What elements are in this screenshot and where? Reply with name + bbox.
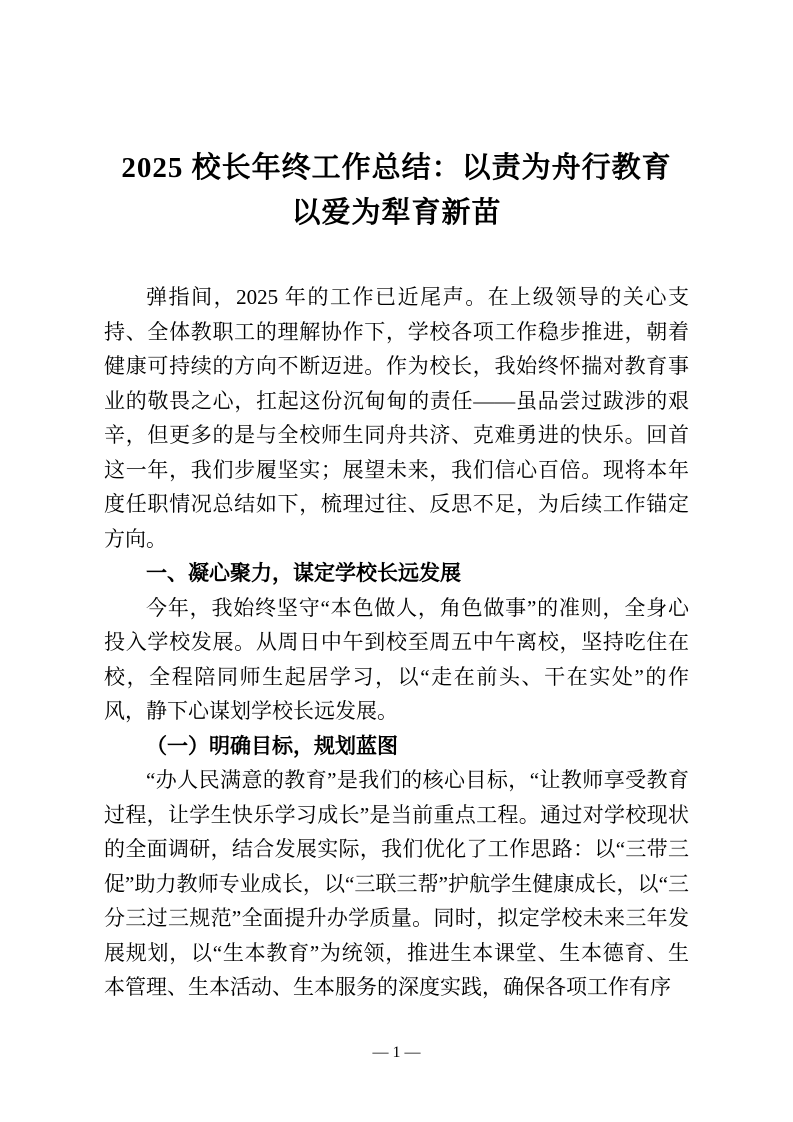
paragraph-subsection-1-1: “办人民满意的教育”是我们的核心目标，“让教师享受教育过程，让学生快乐学习成长”是当前重点工程。通过对学校现状的全面调研，结合发展实际，我们优化了工作思路：以“三带三促”助力教师专业成长，以“三联三帮”护航学生健康成长，以“三分三过三规范”全面提升办学质量。同时，拟定学校未来三年发展规划，以“生本教育”为统领，推进生本课堂、生本德育、生本管理、生本活动、生本服务的深度实践，确保各项工作有序 xyxy=(104,768,689,999)
paragraph-section-1: 今年，我始终坚守“本色做人，角色做事”的准则，全身心投入学校发展。从周日中午到校至周五中午离校，坚持吃住在校，全程陪同师生起居学习，以“走在前头、干在实处”的作风，静下心谋划学校长远发展。 xyxy=(104,595,689,723)
document-title-line-2: 以爱为犁育新苗 xyxy=(291,197,502,229)
subsection-heading-1-1: （一）明确目标，规划蓝图 xyxy=(146,733,398,758)
section-heading-1: 一、凝心聚力，谋定学校长远发展 xyxy=(146,561,461,585)
page-number: — 1 — xyxy=(372,1044,421,1061)
document-content xyxy=(104,146,689,1005)
document-title xyxy=(104,146,689,236)
paragraph-intro: 弹指间，2025 年的工作已近尾声。在上级领导的关心支持、全体教职工的理解协作下，学校各项工作稳步推进，朝着健康可持续的方向不断迈进。作为校长，我始终怀揣对教育事业的敬畏之心，扛起这份沉甸甸的责任——虽品尝过跋涉的艰辛，但更多的是与全校师生同舟共济、克难勇进的快乐。回首这一年，我们步履坚实；展望未来，我们信心百倍。现将本年度任职情况总结如下，梳理过往、反思不足，为后续工作锚定方向。 xyxy=(104,285,689,551)
document-title-line-1: 2025 校长年终工作总结：以责为舟行教育 xyxy=(121,152,672,184)
